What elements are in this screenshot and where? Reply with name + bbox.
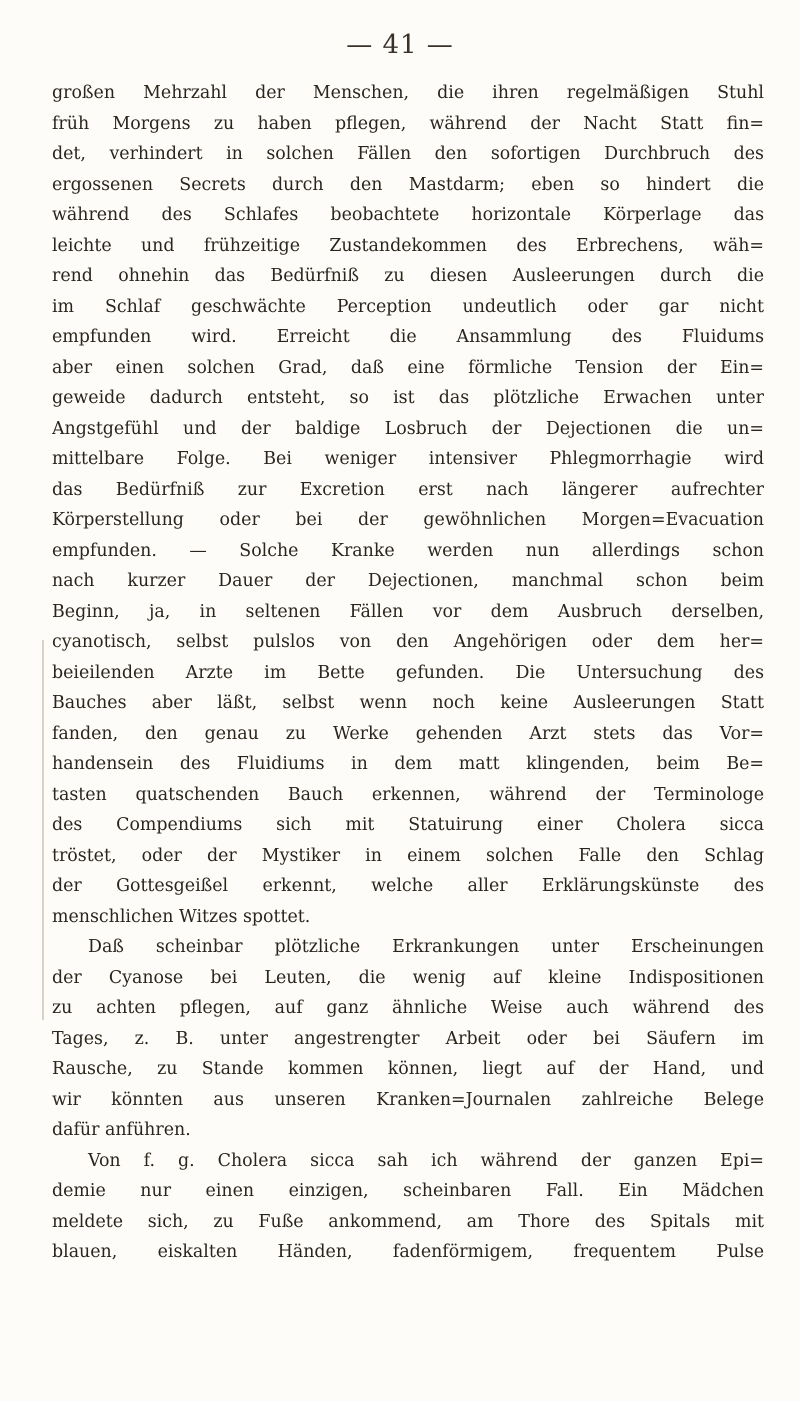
- text-line: des Compendiums sich mit Statuirung einer Cholera sicca: [52, 815, 764, 835]
- text-line: der Gottesgeißel erkennt, welche aller Erklärungskünste des: [52, 876, 764, 896]
- text-line: im Schlaf geschwächte Perception undeutlich oder gar nicht: [52, 296, 764, 317]
- text-line: cyanotisch, selbst pulslos von den Angehörigen oder dem her=: [52, 632, 764, 652]
- text-line: det, verhindert in solchen Fällen den sofortigen Durchbruch des: [52, 144, 764, 164]
- text-line: demie nur einen einzigen, scheinbaren Fall. Ein Mädchen: [52, 1181, 764, 1201]
- text-line: früh Morgens zu haben pflegen, während der Nacht Statt fin=: [52, 113, 764, 134]
- text-line: ergossenen Secrets durch den Mastdarm; eben so hindert die: [52, 174, 764, 195]
- text-line: meldete sich, zu Fuße ankommend, am Thore des Spitals mit: [52, 1211, 764, 1232]
- text-line: fanden, den genau zu Werke gehenden Arzt stets das Vor=: [52, 723, 764, 744]
- text-line: Angstgefühl und der baldige Losbruch der Dejectionen die un=: [52, 418, 764, 439]
- text-line: leichte und frühzeitige Zustandekommen des Erbrechens, wäh=: [52, 235, 764, 256]
- text-line: Von f. g. Cholera sicca sah ich während der ganzen Epi=: [88, 1150, 764, 1171]
- page-number-header: — 41 —: [346, 30, 454, 60]
- text-line: der Cyanose bei Leuten, die wenig auf kleine Indispositionen: [52, 967, 764, 988]
- text-line: mittelbare Folge. Bei weniger intensiver Phlegmorrhagie wird: [52, 449, 764, 469]
- text-line: menschlichen Witzes spottet.: [52, 906, 311, 927]
- text-line: Beginn, ja, in seltenen Fällen vor dem Ausbruch derselben,: [52, 601, 764, 622]
- body-text: [52, 78, 764, 1268]
- text-line: Daß scheinbar plötzliche Erkrankungen unter Erscheinungen: [88, 937, 764, 957]
- text-line: Bauches aber läßt, selbst wenn noch keine Ausleerungen Statt: [52, 693, 764, 713]
- text-line: nach kurzer Dauer der Dejectionen, manchmal schon beim: [52, 571, 764, 591]
- text-line: Tages, z. B. unter angestrengter Arbeit oder bei Säufern im: [52, 1028, 764, 1049]
- text-line: zu achten pflegen, auf ganz ähnliche Weise auch während des: [52, 998, 764, 1018]
- text-line: handensein des Fluidiums in dem matt klingenden, beim Be=: [52, 754, 764, 774]
- text-line: beieilenden Arzte im Bette gefunden. Die Untersuchung des: [52, 662, 764, 683]
- text-line: während des Schlafes beobachtete horizontale Körperlage das: [52, 205, 764, 225]
- text-line: aber einen solchen Grad, daß eine förmliche Tension der Ein=: [52, 357, 764, 378]
- text-line: empfunden wird. Erreicht die Ansammlung des Fluidums: [52, 327, 764, 347]
- text-line: das Bedürfniß zur Excretion erst nach längerer aufrechter: [52, 479, 764, 500]
- text-line: empfunden. — Solche Kranke werden nun allerdings schon: [52, 540, 764, 561]
- text-line: rend ohnehin das Bedürfniß zu diesen Ausleerungen durch die: [52, 266, 764, 286]
- text-line: blauen, eiskalten Händen, fadenförmigem, frequentem Pulse: [52, 1242, 764, 1262]
- text-line: großen Mehrzahl der Menschen, die ihren regelmäßigen Stuhl: [52, 83, 764, 103]
- text-line: tasten quatschenden Bauch erkennen, während der Terminologe: [52, 784, 764, 805]
- text-line: wir könnten aus unseren Kranken=Journalen zahlreiche Belege: [52, 1089, 764, 1110]
- text-line: dafür anführen.: [52, 1120, 191, 1140]
- margin-shadow: [42, 640, 44, 1020]
- text-line: tröstet, oder der Mystiker in einem solchen Falle den Schlag: [52, 845, 764, 866]
- text-line: Rausche, zu Stande kommen können, liegt auf der Hand, und: [52, 1059, 764, 1079]
- text-line: geweide dadurch entsteht, so ist das plötzliche Erwachen unter: [52, 388, 764, 408]
- text-line: Körperstellung oder bei der gewöhnlichen Morgen=Evacuation: [52, 510, 764, 530]
